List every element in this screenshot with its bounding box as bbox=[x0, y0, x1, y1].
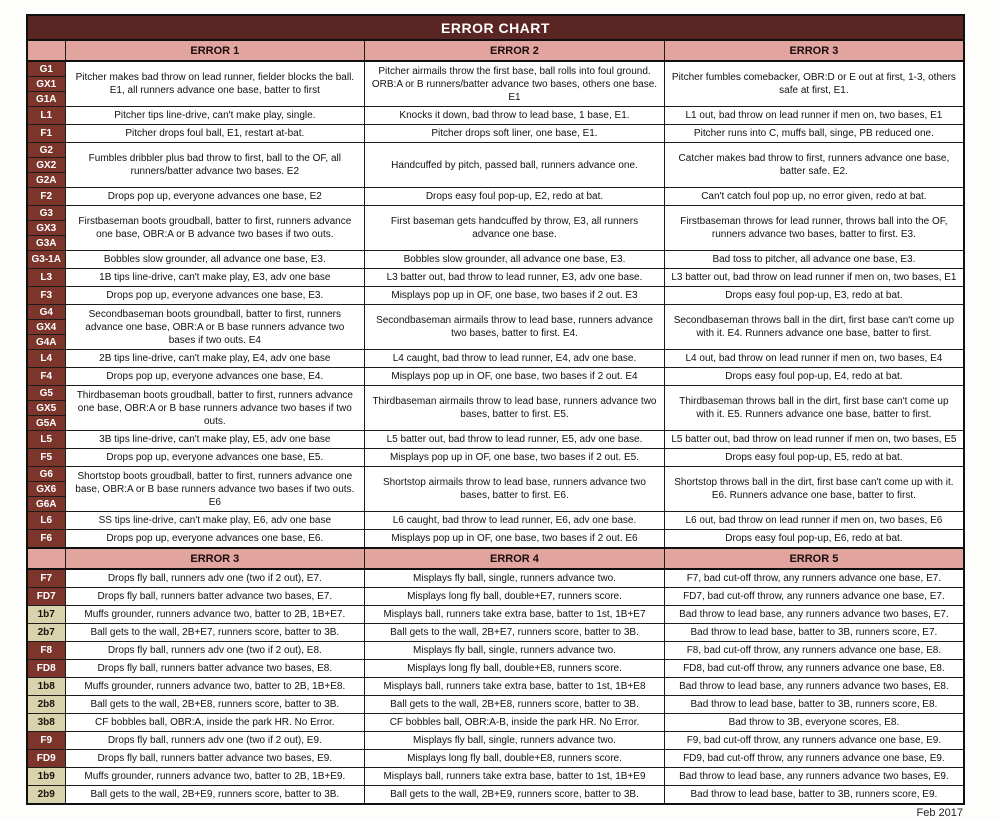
row-label: G4 bbox=[28, 305, 65, 320]
error-cell: Secondbaseman airmails throw to lead base, runners advance two bases, batter to first. E4. bbox=[365, 305, 665, 350]
error-cell: Ball gets to the wall, 2B+E7, runners score, batter to 3B. bbox=[65, 624, 365, 642]
row-label: GX2 bbox=[28, 158, 65, 173]
row-label: F1 bbox=[40, 128, 53, 139]
table-row bbox=[27, 512, 964, 530]
row-label: L3 bbox=[40, 272, 53, 283]
error-cell: Pitcher makes bad throw on lead runner, fielder blocks the ball. E1, all runners advance one base, batter to first bbox=[65, 61, 365, 107]
error-cell: Bad toss to pitcher, all advance one base, E3. bbox=[664, 251, 964, 269]
row-label-stack bbox=[28, 62, 65, 106]
error-cell: Drops easy foul pop-up, E4, redo at bat. bbox=[664, 368, 964, 386]
row-label-stack bbox=[28, 752, 65, 766]
error-cell: Misplays long fly ball, double+E8, runners score. bbox=[365, 750, 665, 768]
error-cell: Firstbaseman throws for lead runner, throws ball into the OF, runners advance two bases, batter to first. E3. bbox=[664, 206, 964, 251]
row-label-stack bbox=[28, 127, 65, 141]
footer-date: Feb 2017 bbox=[916, 807, 963, 819]
column-header: ERROR 2 bbox=[365, 40, 665, 61]
table-row bbox=[27, 624, 964, 642]
row-label-stack bbox=[28, 608, 65, 622]
section-header-row bbox=[27, 40, 964, 61]
error-cell: Misplays pop up in OF, one base, two bases if 2 out. E5. bbox=[365, 449, 665, 467]
error-cell: L5 batter out, bad throw to lead runner, E5, adv one base. bbox=[365, 431, 665, 449]
error-cell: Drops fly ball, runners adv one (two if 2 out), E7. bbox=[65, 569, 365, 588]
row-label: L6 bbox=[40, 515, 53, 526]
row-label: 1b9 bbox=[37, 771, 55, 782]
row-label-cell bbox=[27, 786, 65, 805]
table-row bbox=[27, 714, 964, 732]
row-label-stack bbox=[28, 467, 65, 511]
row-label: F5 bbox=[40, 452, 53, 463]
error-cell: Drops pop up, everyone advances one base, E2 bbox=[65, 188, 365, 206]
error-cell: Misplays fly ball, single, runners advance two. bbox=[365, 642, 665, 660]
error-cell: Bad throw to lead base, any runners advance two bases, E9. bbox=[664, 768, 964, 786]
error-cell: Can't catch foul pop up, no error given, redo at bat. bbox=[664, 188, 964, 206]
error-cell: L4 out, bad throw on lead runner if men on, two bases, E4 bbox=[664, 350, 964, 368]
row-label: G1A bbox=[35, 93, 57, 105]
error-cell: Shortstop boots groudball, batter to first, runners advance one base, OBR:A or B base runners advance two bases if two outs. E6 bbox=[65, 467, 365, 512]
row-label: L4 bbox=[40, 353, 53, 364]
error-cell: Secondbaseman throws ball in the dirt, first base can't come up with it. E4. Runners advance one base, batter to first. bbox=[664, 305, 964, 350]
row-label-cell bbox=[27, 768, 65, 786]
table-row bbox=[27, 660, 964, 678]
error-cell: Drops easy foul pop-up, E5, redo at bat. bbox=[664, 449, 964, 467]
error-cell: Shortstop throws ball in the dirt, first base can't come up with it. E6. Runners advance one base, batter to first. bbox=[664, 467, 964, 512]
error-cell: Pitcher runs into C, muffs ball, singe, PB reduced one. bbox=[664, 125, 964, 143]
row-label-stack bbox=[28, 143, 65, 187]
error-cell: Ball gets to the wall, 2B+E9, runners score, batter to 3B. bbox=[365, 786, 665, 805]
row-label: 1b7 bbox=[37, 609, 55, 620]
error-cell: Bobbles slow grounder, all advance one base, E3. bbox=[365, 251, 665, 269]
row-label-cell bbox=[27, 696, 65, 714]
error-cell: L3 batter out, bad throw on lead runner if men on, two bases, E1 bbox=[664, 269, 964, 287]
error-cell: Bad throw to 3B, everyone scores, E8. bbox=[664, 714, 964, 732]
column-header: ERROR 1 bbox=[65, 40, 365, 61]
error-cell: L1 out, bad throw on lead runner if men on, two bases, E1 bbox=[664, 107, 964, 125]
table-row bbox=[27, 206, 964, 251]
error-cell: FD7, bad cut-off throw, any runners advance one base, E7. bbox=[664, 588, 964, 606]
table-row bbox=[27, 386, 964, 431]
row-label-stack bbox=[28, 253, 65, 267]
row-label-stack bbox=[28, 190, 65, 204]
error-cell: Misplays ball, runners take extra base, batter to 1st, 1B+E8 bbox=[365, 678, 665, 696]
column-header: ERROR 4 bbox=[365, 548, 665, 569]
error-cell: Pitcher tips line-drive, can't make play, single. bbox=[65, 107, 365, 125]
table-row bbox=[27, 350, 964, 368]
row-label: FD8 bbox=[36, 663, 56, 674]
error-cell: Thirdbaseman airmails throw to lead base, runners advance two bases, batter to first. E5. bbox=[365, 386, 665, 431]
error-cell: Shortstop airmails throw to lead base, runners advance two bases, batter to first. E6. bbox=[365, 467, 665, 512]
error-cell: Drops fly ball, runners adv one (two if 2 out), E9. bbox=[65, 732, 365, 750]
error-cell: Ball gets to the wall, 2B+E7, runners score, batter to 3B. bbox=[365, 624, 665, 642]
label-column-header bbox=[27, 548, 65, 569]
error-cell: Misplays ball, runners take extra base, batter to 1st, 1B+E9 bbox=[365, 768, 665, 786]
error-cell: Drops fly ball, runners batter advance two bases, E7. bbox=[65, 588, 365, 606]
row-label-stack bbox=[28, 788, 65, 802]
row-label: G1 bbox=[28, 62, 65, 77]
error-cell: Secondbaseman boots groundball, batter to first, runners advance one base, OBR:A or B base runners advance two bases if two outs. E4 bbox=[65, 305, 365, 350]
error-chart-table bbox=[26, 14, 965, 805]
error-cell: Muffs grounder, runners advance two, batter to 2B, 1B+E8. bbox=[65, 678, 365, 696]
error-cell: Drops easy foul pop-up, E3, redo at bat. bbox=[664, 287, 964, 305]
row-label-cell bbox=[27, 678, 65, 696]
error-cell: Fumbles dribbler plus bad throw to first, ball to the OF, all runners/batter advance two bases. E2 bbox=[65, 143, 365, 188]
row-label: F7 bbox=[40, 573, 53, 584]
error-cell: Knocks it down, bad throw to lead base, 1 base, E1. bbox=[365, 107, 665, 125]
row-label-cell bbox=[27, 660, 65, 678]
table-row bbox=[27, 467, 964, 512]
error-cell: L5 batter out, bad throw on lead runner if men on, two bases, E5 bbox=[664, 431, 964, 449]
error-cell: Bad throw to lead base, any runners advance two bases, E7. bbox=[664, 606, 964, 624]
row-label: F3 bbox=[40, 290, 53, 301]
error-cell: FD9, bad cut-off throw, any runners advance one base, E9. bbox=[664, 750, 964, 768]
row-label: 3b8 bbox=[37, 717, 55, 728]
error-cell: Bad throw to lead base, batter to 3B, runners score, E8. bbox=[664, 696, 964, 714]
error-cell: Firstbaseman boots groudball, batter to first, runners advance one base, OBR:A or B advance two bases if two outs. bbox=[65, 206, 365, 251]
table-row bbox=[27, 750, 964, 768]
row-label-stack bbox=[28, 514, 65, 528]
row-label-cell bbox=[27, 368, 65, 386]
row-label-stack bbox=[28, 770, 65, 784]
row-label: G2A bbox=[35, 174, 57, 186]
row-label-cell bbox=[27, 642, 65, 660]
error-cell: Muffs grounder, runners advance two, batter to 2B, 1B+E9. bbox=[65, 768, 365, 786]
row-label: G5 bbox=[28, 386, 65, 401]
row-label-stack bbox=[28, 109, 65, 123]
row-label: FD7 bbox=[36, 591, 56, 602]
row-label: G6 bbox=[28, 467, 65, 482]
error-cell: Muffs grounder, runners advance two, batter to 2B, 1B+E7. bbox=[65, 606, 365, 624]
error-cell: CF bobbles ball, OBR:A-B, inside the park HR. No Error. bbox=[365, 714, 665, 732]
row-label-cell bbox=[27, 206, 65, 251]
error-cell: Misplays pop up in OF, one base, two bases if 2 out. E3 bbox=[365, 287, 665, 305]
error-cell: Drops fly ball, runners batter advance two bases, E9. bbox=[65, 750, 365, 768]
table-row bbox=[27, 269, 964, 287]
error-cell: L6 out, bad throw on lead runner if men on, two bases, E6 bbox=[664, 512, 964, 530]
row-label-stack bbox=[28, 698, 65, 712]
row-label: G6A bbox=[35, 498, 57, 510]
error-cell: Ball gets to the wall, 2B+E8, runners score, batter to 3B. bbox=[365, 696, 665, 714]
row-label-stack bbox=[28, 271, 65, 285]
row-label: G3-1A bbox=[31, 254, 61, 265]
row-label: L1 bbox=[40, 110, 53, 121]
row-label-cell bbox=[27, 569, 65, 588]
error-cell: Misplays long fly ball, double+E8, runners score. bbox=[365, 660, 665, 678]
row-label: GX1 bbox=[28, 77, 65, 92]
row-label: 1b8 bbox=[37, 681, 55, 692]
error-cell: Bobbles slow grounder, all advance one base, E3. bbox=[65, 251, 365, 269]
table-row bbox=[27, 530, 964, 549]
row-label-stack bbox=[28, 370, 65, 384]
row-label-stack bbox=[28, 734, 65, 748]
error-cell: Thirdbaseman boots groudball, batter to first, runners advance one base, OBR:A or B base runners advance two bases if two outs. bbox=[65, 386, 365, 431]
row-label: 2b8 bbox=[37, 699, 55, 710]
error-cell: Bad throw to lead base, batter to 3B, runners score, E9. bbox=[664, 786, 964, 805]
row-label-cell bbox=[27, 512, 65, 530]
row-label-cell bbox=[27, 588, 65, 606]
error-cell: F8, bad cut-off throw, any runners advance one base, E8. bbox=[664, 642, 964, 660]
row-label-cell bbox=[27, 305, 65, 350]
row-label-cell bbox=[27, 714, 65, 732]
error-cell: Pitcher drops foul ball, E1, restart at-bat. bbox=[65, 125, 365, 143]
row-label-cell bbox=[27, 61, 65, 107]
row-label: GX4 bbox=[28, 320, 65, 335]
row-label-cell bbox=[27, 350, 65, 368]
table-row bbox=[27, 569, 964, 588]
row-label-stack bbox=[28, 433, 65, 447]
table-row bbox=[27, 732, 964, 750]
error-cell: Bad throw to lead base, any runners advance two bases, E8. bbox=[664, 678, 964, 696]
row-label: G2 bbox=[28, 143, 65, 158]
row-label: GX3 bbox=[28, 221, 65, 236]
chart-sheet bbox=[26, 14, 965, 819]
row-label: GX6 bbox=[28, 482, 65, 497]
error-cell: Bad throw to lead base, batter to 3B, runners score, E7. bbox=[664, 624, 964, 642]
table-row bbox=[27, 61, 964, 107]
error-cell: CF bobbles ball, OBR:A, inside the park HR. No Error. bbox=[65, 714, 365, 732]
row-label: G3A bbox=[35, 237, 57, 249]
table-row bbox=[27, 431, 964, 449]
row-label: F9 bbox=[40, 735, 53, 746]
row-label: G3 bbox=[28, 206, 65, 221]
error-cell: Pitcher airmails throw the first base, ball rolls into foul ground. ORB:A or B runners/batter advance two bases, others one base. E1 bbox=[365, 61, 665, 107]
error-cell: Drops pop up, everyone advances one base, E6. bbox=[65, 530, 365, 549]
table-row bbox=[27, 143, 964, 188]
row-label: F2 bbox=[40, 191, 53, 202]
row-label-stack bbox=[28, 352, 65, 366]
table-row bbox=[27, 642, 964, 660]
row-label-stack bbox=[28, 532, 65, 546]
error-cell: 2B tips line-drive, can't make play, E4, adv one base bbox=[65, 350, 365, 368]
row-label-cell bbox=[27, 251, 65, 269]
row-label-stack bbox=[28, 451, 65, 465]
row-label-cell bbox=[27, 188, 65, 206]
error-cell: Thirdbaseman throws ball in the dirt, first base can't come up with it. E5. Runners advance one base, batter to first. bbox=[664, 386, 964, 431]
row-label-stack bbox=[28, 289, 65, 303]
row-label-stack bbox=[28, 206, 65, 250]
error-cell: Misplays ball, runners take extra base, batter to 1st, 1B+E7 bbox=[365, 606, 665, 624]
error-cell: Misplays long fly ball, double+E7, runners score. bbox=[365, 588, 665, 606]
row-label-cell bbox=[27, 530, 65, 549]
error-cell: Handcuffed by pitch, passed ball, runners advance one. bbox=[365, 143, 665, 188]
table-row bbox=[27, 606, 964, 624]
table-row bbox=[27, 696, 964, 714]
row-label-cell bbox=[27, 449, 65, 467]
row-label: G4A bbox=[35, 336, 57, 348]
error-cell: First baseman gets handcuffed by throw, E3, all runners advance one base. bbox=[365, 206, 665, 251]
row-label-cell bbox=[27, 624, 65, 642]
column-header: ERROR 5 bbox=[664, 548, 964, 569]
error-cell: SS tips line-drive, can't make play, E6, adv one base bbox=[65, 512, 365, 530]
error-cell: L6 caught, bad throw to lead runner, E6, adv one base. bbox=[365, 512, 665, 530]
row-label-cell bbox=[27, 732, 65, 750]
error-cell: FD8, bad cut-off throw, any runners advance one base, E8. bbox=[664, 660, 964, 678]
table-row bbox=[27, 287, 964, 305]
error-cell: Pitcher fumbles comebacker, OBR:D or E out at first, 1-3, others safe at first, E1. bbox=[664, 61, 964, 107]
table-row bbox=[27, 125, 964, 143]
row-label: F8 bbox=[40, 645, 53, 656]
chart-title-row bbox=[27, 15, 964, 40]
table-row bbox=[27, 678, 964, 696]
row-label-stack bbox=[28, 626, 65, 640]
row-label-cell bbox=[27, 143, 65, 188]
table-row bbox=[27, 768, 964, 786]
row-label-cell bbox=[27, 431, 65, 449]
row-label: F6 bbox=[40, 533, 53, 544]
error-cell: Misplays fly ball, single, runners advance two. bbox=[365, 569, 665, 588]
error-cell: F9, bad cut-off throw, any runners advance one base, E9. bbox=[664, 732, 964, 750]
table-row bbox=[27, 588, 964, 606]
error-cell: 1B tips line-drive, can't make play, E3, adv one base bbox=[65, 269, 365, 287]
table-row bbox=[27, 188, 964, 206]
error-chart-page bbox=[0, 14, 1000, 819]
table-row bbox=[27, 449, 964, 467]
row-label: G5A bbox=[35, 417, 57, 429]
error-cell: F7, bad cut-off throw, any runners advance one base, E7. bbox=[664, 569, 964, 588]
column-header: ERROR 3 bbox=[65, 548, 365, 569]
row-label-cell bbox=[27, 750, 65, 768]
error-cell: Drops easy foul pop-up, E2, redo at bat. bbox=[365, 188, 665, 206]
row-label-cell bbox=[27, 125, 65, 143]
row-label-stack bbox=[28, 305, 65, 349]
row-label: GX5 bbox=[28, 401, 65, 416]
section-header-row bbox=[27, 548, 964, 569]
row-label-cell bbox=[27, 287, 65, 305]
row-label-stack bbox=[28, 386, 65, 430]
row-label-stack bbox=[28, 572, 65, 586]
row-label: F4 bbox=[40, 371, 53, 382]
row-label-stack bbox=[28, 716, 65, 730]
table-row bbox=[27, 368, 964, 386]
row-label: 2b9 bbox=[37, 789, 55, 800]
row-label-stack bbox=[28, 644, 65, 658]
error-cell: Drops pop up, everyone advances one base, E5. bbox=[65, 449, 365, 467]
row-label-cell bbox=[27, 107, 65, 125]
error-cell: Misplays pop up in OF, one base, two bases if 2 out. E6 bbox=[365, 530, 665, 549]
table-row bbox=[27, 107, 964, 125]
error-cell: 3B tips line-drive, can't make play, E5, adv one base bbox=[65, 431, 365, 449]
row-label-stack bbox=[28, 590, 65, 604]
error-cell: Misplays pop up in OF, one base, two bases if 2 out. E4 bbox=[365, 368, 665, 386]
error-cell: Ball gets to the wall, 2B+E8, runners score, batter to 3B. bbox=[65, 696, 365, 714]
row-label-cell bbox=[27, 606, 65, 624]
table-row bbox=[27, 251, 964, 269]
error-cell: Ball gets to the wall, 2B+E9, runners score, batter to 3B. bbox=[65, 786, 365, 805]
row-label-stack bbox=[28, 680, 65, 694]
row-label: L5 bbox=[40, 434, 53, 445]
error-cell: Drops pop up, everyone advances one base, E4. bbox=[65, 368, 365, 386]
error-cell: Drops fly ball, runners batter advance two bases, E8. bbox=[65, 660, 365, 678]
error-cell: Drops fly ball, runners adv one (two if 2 out), E8. bbox=[65, 642, 365, 660]
error-cell: Catcher makes bad throw to first, runners advance one base, batter safe. E2. bbox=[664, 143, 964, 188]
label-column-header bbox=[27, 40, 65, 61]
table-row bbox=[27, 305, 964, 350]
row-label-stack bbox=[28, 662, 65, 676]
error-cell: Pitcher drops soft liner, one base, E1. bbox=[365, 125, 665, 143]
error-cell: Drops pop up, everyone advances one base, E3. bbox=[65, 287, 365, 305]
error-cell: L4 caught, bad throw to lead runner, E4, adv one base. bbox=[365, 350, 665, 368]
row-label-cell bbox=[27, 386, 65, 431]
row-label-cell bbox=[27, 467, 65, 512]
row-label: 2b7 bbox=[37, 627, 55, 638]
error-cell: L3 batter out, bad throw to lead runner, E3, adv one base. bbox=[365, 269, 665, 287]
table-row bbox=[27, 786, 964, 805]
error-cell: Drops easy foul pop-up, E6, redo at bat. bbox=[664, 530, 964, 549]
row-label-cell bbox=[27, 269, 65, 287]
page-title: ERROR CHART bbox=[27, 15, 964, 40]
column-header: ERROR 3 bbox=[664, 40, 964, 61]
row-label: FD9 bbox=[36, 753, 56, 764]
error-cell: Misplays fly ball, single, runners advance two. bbox=[365, 732, 665, 750]
